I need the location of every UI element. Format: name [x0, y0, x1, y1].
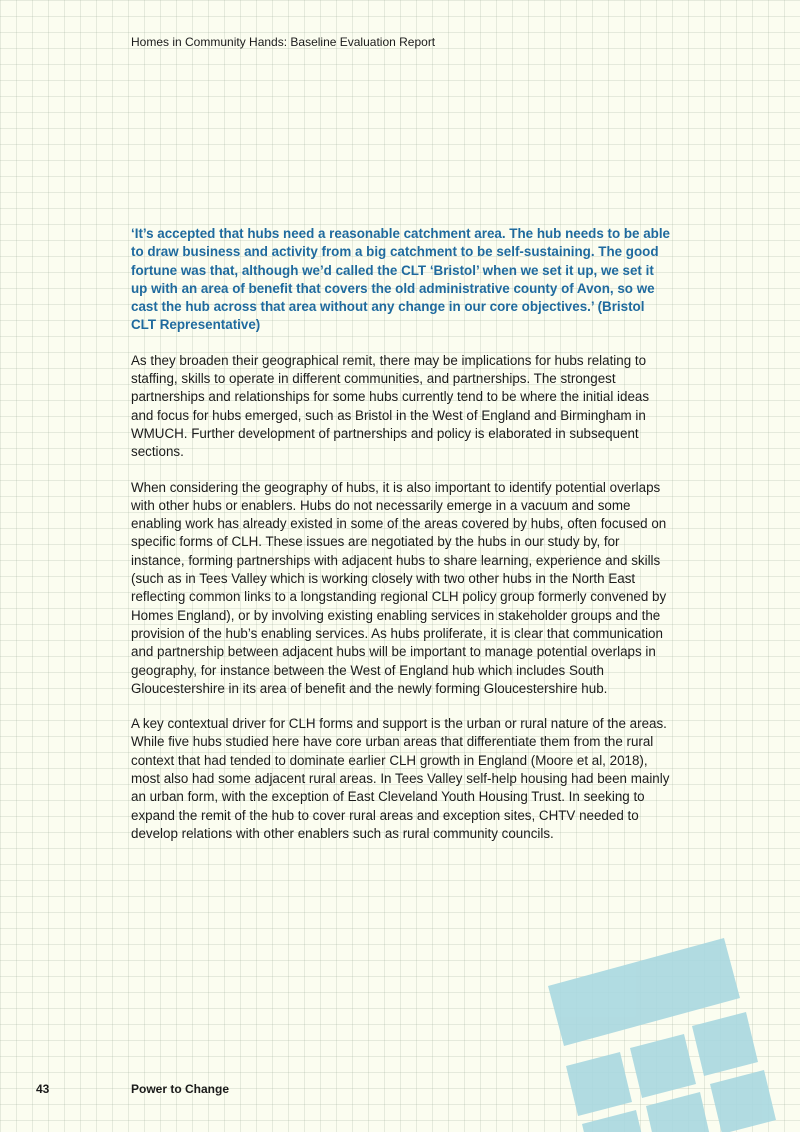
deco-tile [582, 1110, 644, 1132]
deco-tile [692, 1012, 758, 1076]
deco-tile [710, 1070, 776, 1132]
main-content [131, 225, 671, 860]
footer-organisation: Power to Change [131, 1082, 230, 1096]
deco-tile [646, 1092, 710, 1132]
paragraph-staffing-partnerships: As they broaden their geographical remit, there may be implications for hubs relating to staffing, skills to operate in different communities, and partnerships. The strongest partnerships and relationships for some hubs currently tend to be where the initial ideas and focus for hubs emerged, such as Bristol in the West of England and Birmingham in WMUCH. Further development of partnerships and policy is elaborated in subsequent sections. [131, 352, 650, 460]
pull-quote: ‘It’s accepted that hubs need a reasonable catchment area. The hub needs to be able to draw business and activity from a big catchment to be self-sustaining. The good fortune was that, although we’d called the CLT ‘Bristol’ when we set it up, we set it up with an area of benefit that covers the old administrative county of Avon, so we cast the hub across that area without any change in our core objectives.’ (Bristol CLT Representative) [131, 226, 670, 333]
running-header: Homes in Community Hands: Baseline Evaluation Report [131, 35, 436, 49]
deco-tile [566, 1052, 632, 1116]
decorative-tile-graphic [540, 930, 800, 1132]
deco-tile [630, 1034, 696, 1098]
page-number: 43 [36, 1082, 50, 1096]
paragraph-geography-overlaps: When considering the geography of hubs, it is also important to identify potential overlaps with other hubs or enablers. Hubs do not necessarily emerge in a vacuum and some enabling work has already existed in some of the areas covered by hubs, often focused on specific forms of CLH. These issues are negotiated by the hubs in our study by, for instance, forming partnerships with adjacent hubs to share learning, experience and skills (such as in Tees Valley which is working closely with two other hubs in the North East reflecting common links to a longstanding regional CLH policy group formerly convened by Homes England), or by involving existing enabling services in stakeholder groups and the provision of the hub’s enabling services. As hubs proliferate, it is clear that communication and partnership between adjacent hubs will be important to manage potential overlaps in geography, for instance between the West of England hub which includes South Gloucestershire in its area of benefit and the newly forming Gloucestershire hub. [131, 479, 667, 696]
paragraph-urban-rural: A key contextual driver for CLH forms and support is the urban or rural nature of the areas. While five hubs studied here have core urban areas that differentiate them from the rural context that had tended to dominate earlier CLH growth in England (Moore et al, 2018), most also had some adjacent rural areas. In Tees Valley self-help housing had been mainly an urban form, with the exception of East Cleveland Youth Housing Trust. In seeking to expand the remit of the hub to cover rural areas and exception sites, CHTV needed to develop relations with other enablers such as rural community councils. [131, 716, 670, 841]
